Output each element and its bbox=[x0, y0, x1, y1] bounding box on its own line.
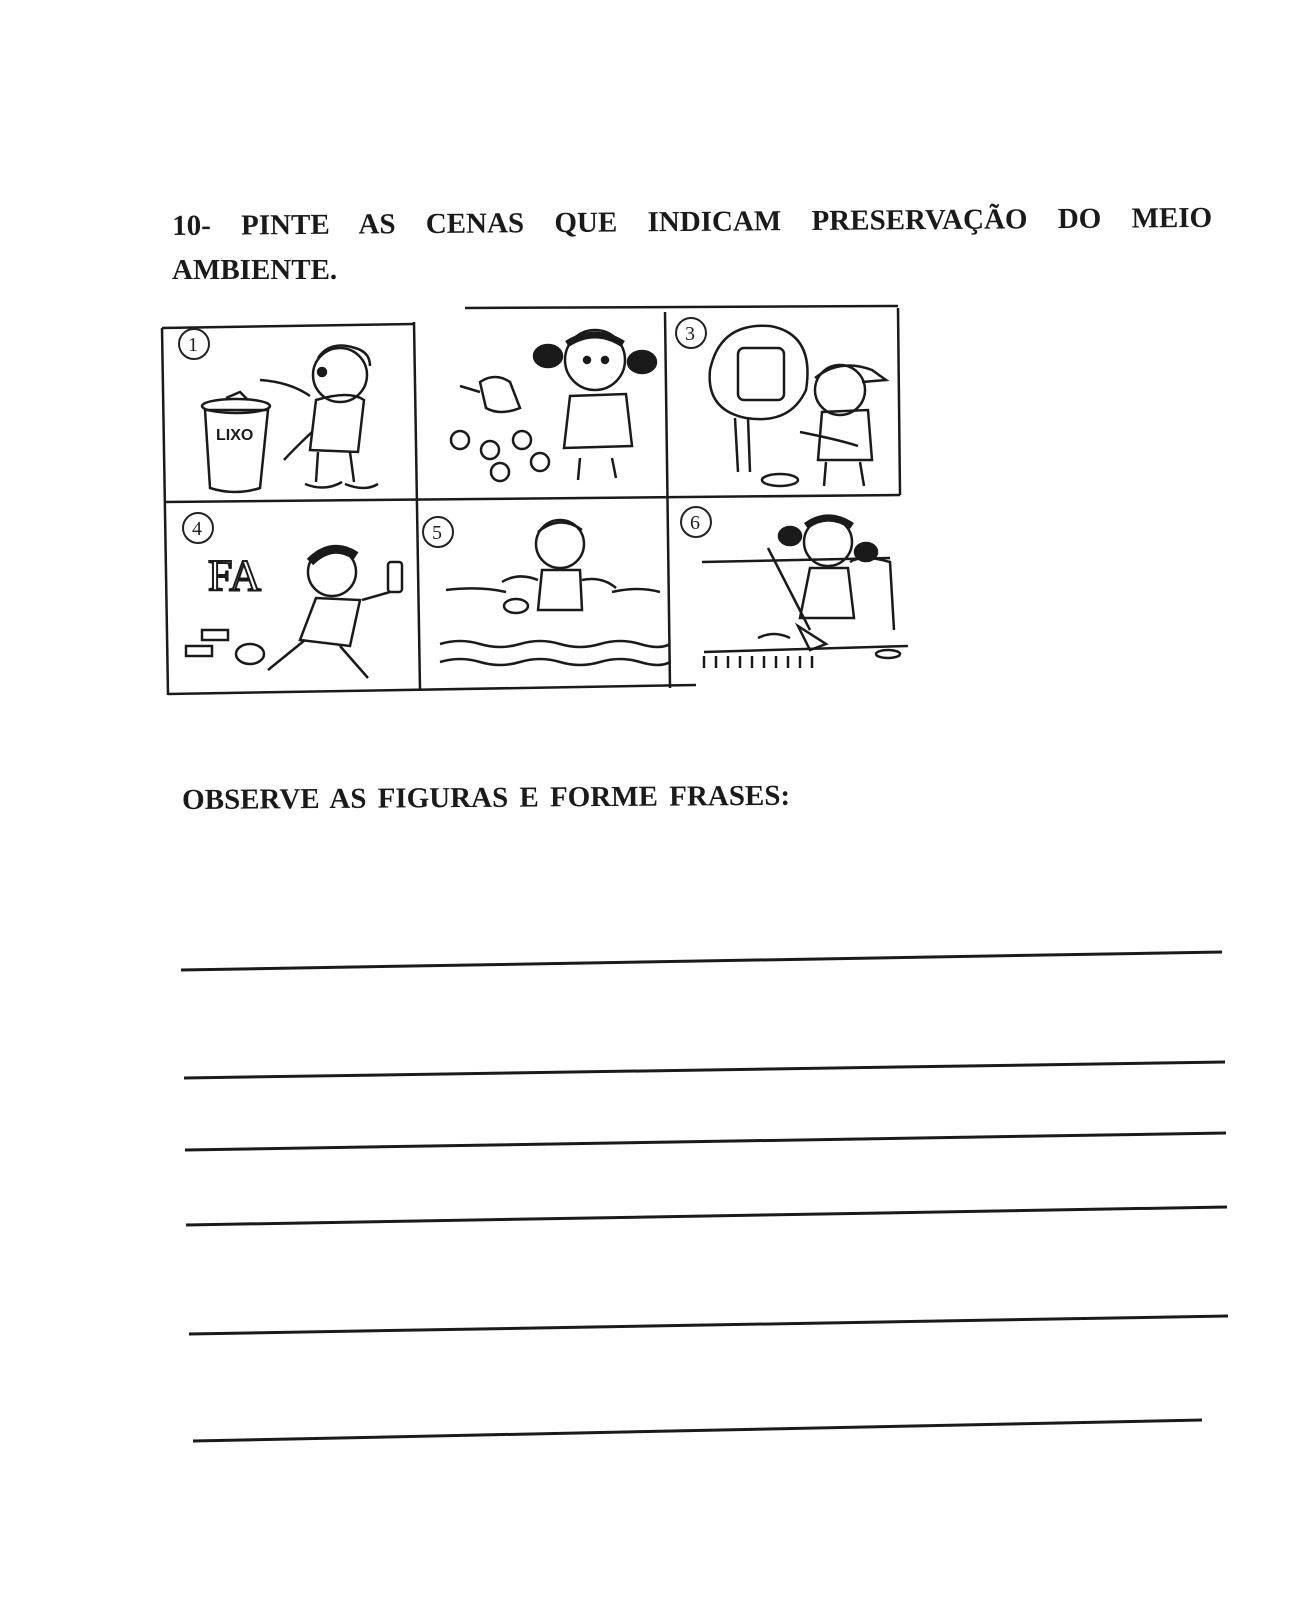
exercise-instruction: OBSERVE AS FIGURAS E FORME FRASES: bbox=[182, 779, 791, 816]
graffiti-text: FA bbox=[208, 551, 261, 600]
question-title-continuation: AMBIENTE. bbox=[172, 254, 338, 286]
answer-line-1[interactable] bbox=[181, 952, 1222, 970]
answer-line-3[interactable] bbox=[185, 1133, 1226, 1150]
scene-6-number: 6 bbox=[690, 512, 700, 534]
answer-line-6[interactable] bbox=[193, 1420, 1202, 1441]
scene-5-number: 5 bbox=[432, 522, 442, 544]
answer-line-5[interactable] bbox=[189, 1316, 1228, 1334]
scene-4-number: 4 bbox=[192, 518, 202, 540]
scene-1-number: 1 bbox=[188, 334, 198, 356]
answer-line-4[interactable] bbox=[186, 1207, 1227, 1225]
answer-line-2[interactable] bbox=[184, 1062, 1225, 1078]
question-title: 10- PINTE AS CENAS QUE INDICAM PRESERVAÇÃO DO MEIO bbox=[172, 201, 1213, 242]
scene-3-number: 3 bbox=[685, 323, 695, 345]
trash-bin-label: LIXO bbox=[216, 427, 254, 444]
